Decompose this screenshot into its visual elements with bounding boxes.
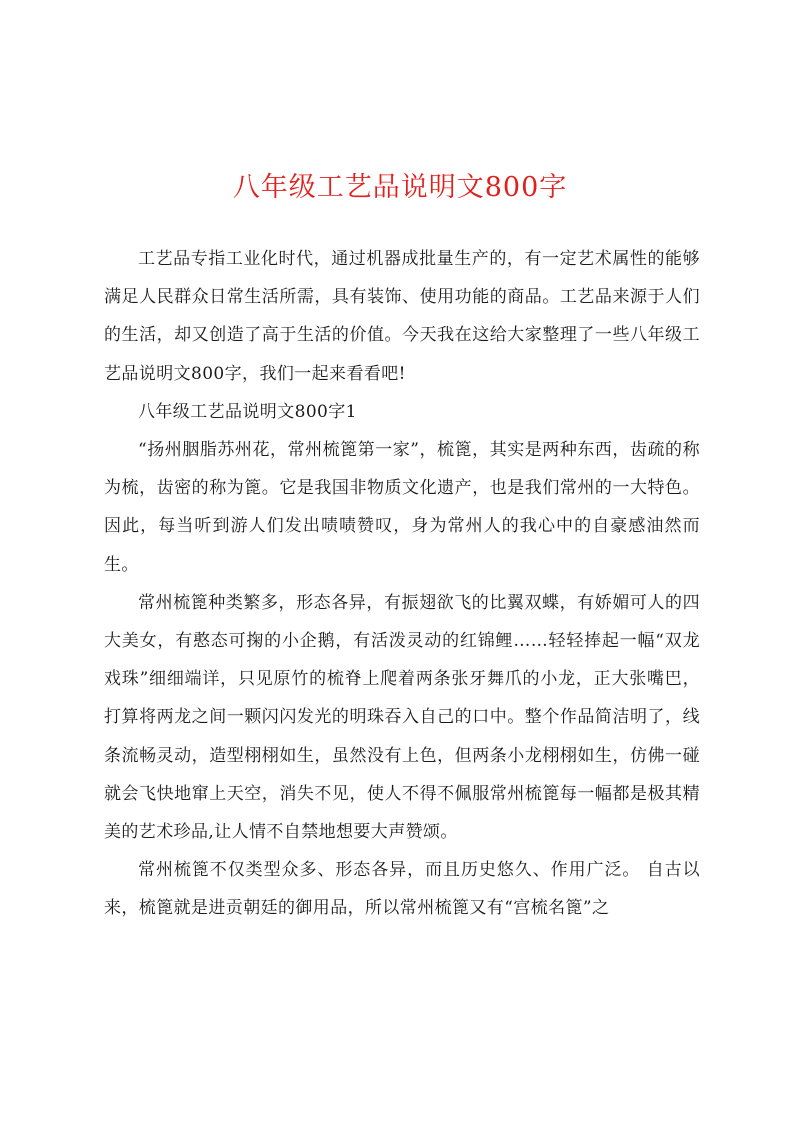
section-heading: 八年级工艺品说明文800字1 <box>138 401 357 422</box>
document-title: 八年级工艺品说明文800字 <box>232 172 568 203</box>
body-paragraph: 常州梳篦种类繁多，形态各异，有振翅欲飞的比翼双蝶，有娇媚可人的四大美女，有憨态可掬的小企鹅，有活泼灵动的红锦鲤……轻轻捧起一幅“双龙戏珠”细细端详，只见原竹的梳脊上爬着两条张牙舞爪的小龙，正大张嘴巴，打算将两龙之间一颗闪闪发光的明珠吞入自己的口中。整个作品简洁明了，线条流畅灵动，造型栩栩如生，虽然没有上色，但两条小龙栩栩如生，仿佛一碰就会飞快地窜上天空，消失不见，使人不得不佩服常州梳篦每一幅都是极其精美的艺术珍品,让人情不自禁地想要大声赞颂。 <box>104 592 700 843</box>
body-paragraph: “扬州胭脂苏州花，常州梳篦第一家”，梳篦，其实是两种东西，齿疏的称为梳，齿密的称为篦。它是我国非物质文化遗产，也是我们常州的一大特色。因此，每当听到游人们发出啧啧赞叹，身为常州人的我心中的自豪感油然而生。 <box>104 440 700 575</box>
intro-paragraph: 工艺品专指工业化时代，通过机器成批量生产的，有一定艺术属性的能够满足人民群众日常生活所需，具有装饰、使用功能的商品。工艺品来源于人们的生活，却又创造了高于生活的价值。今天我在这给大家整理了一些八年级工艺品说明文800字，我们一起来看看吧! <box>104 249 700 384</box>
document-body <box>104 240 700 928</box>
body-paragraph: 常州梳篦不仅类型众多、形态各异，而且历史悠久、作用广泛。 自古以来，梳篦就是进贡朝廷的御用品，所以常州梳篦又有“宫梳名篦”之 <box>104 860 700 919</box>
